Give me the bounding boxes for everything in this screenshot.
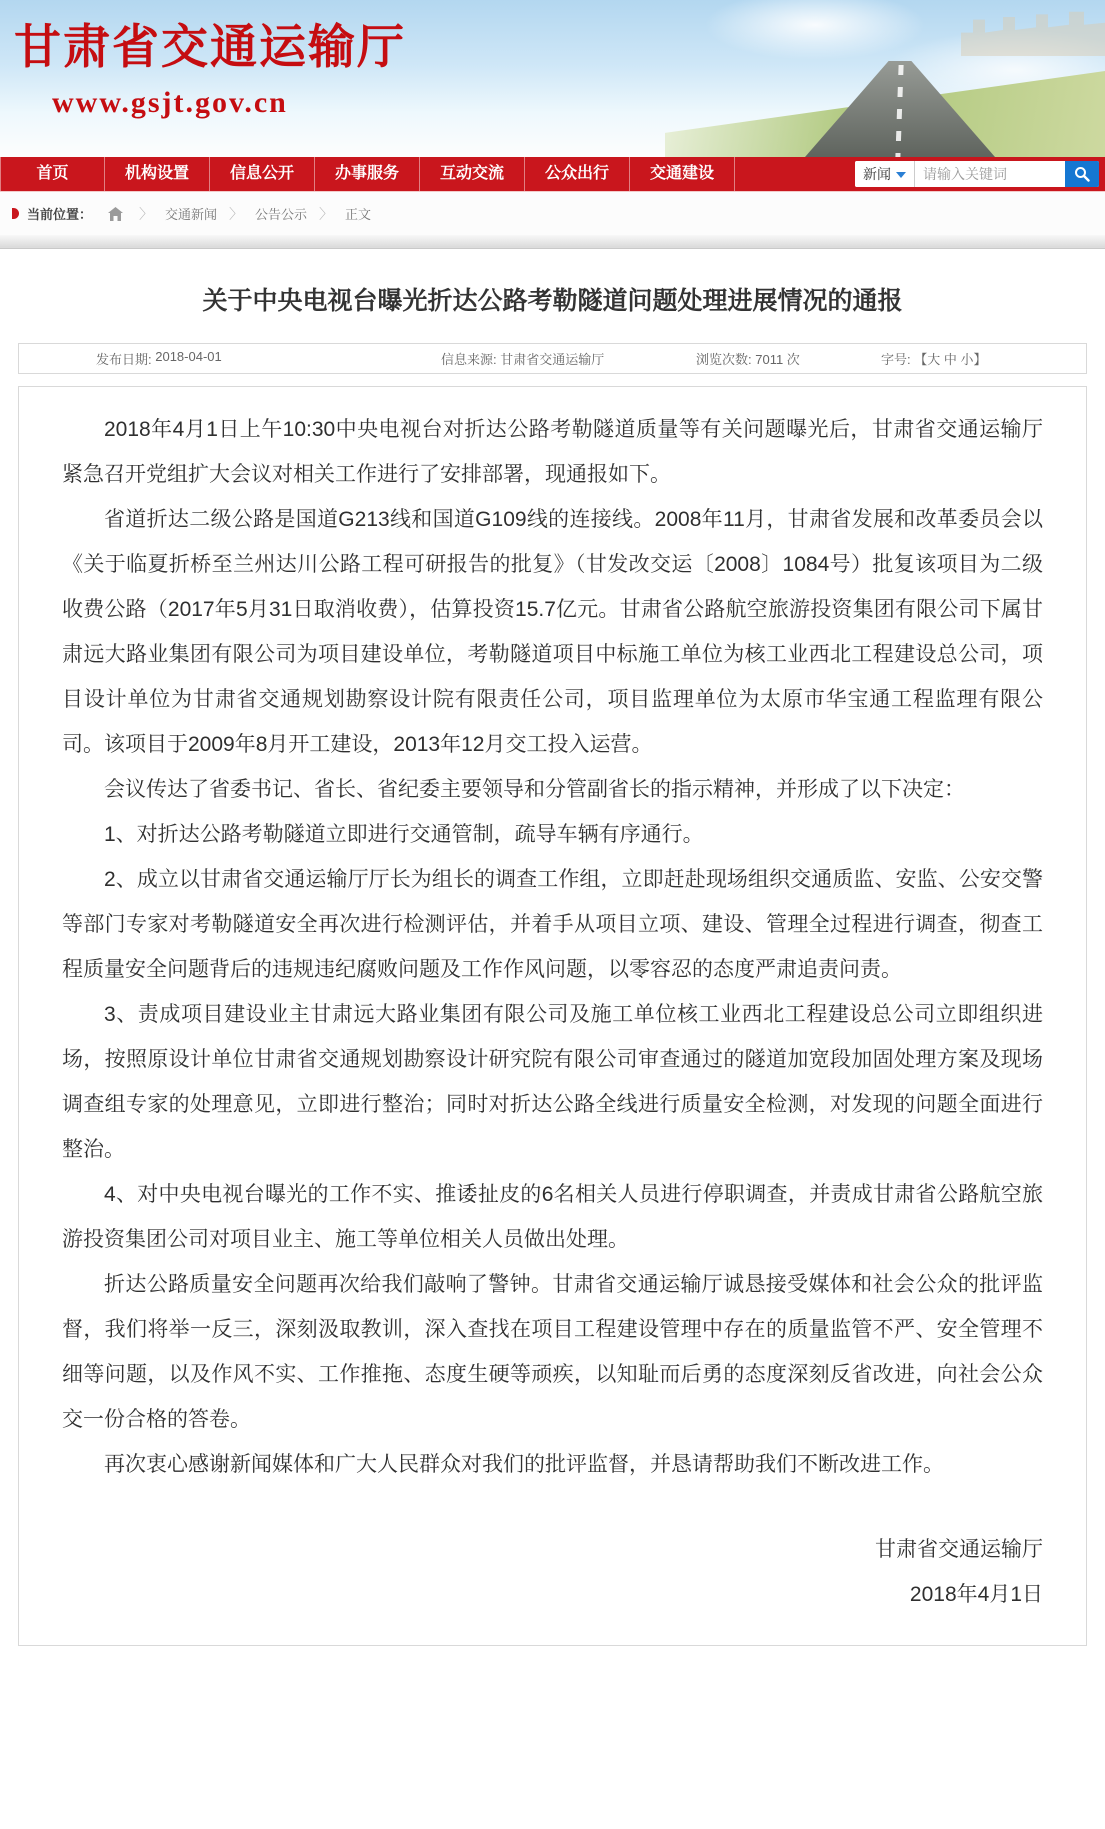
font-size-controls[interactable]: 【大 中 小】 [914, 352, 987, 367]
meta-font-size-label: 字号: [881, 352, 915, 367]
meta-source [441, 349, 696, 368]
nav-item-interaction[interactable]: 互动交流 [420, 157, 525, 191]
search-button[interactable] [1065, 161, 1099, 187]
nav-item-construction[interactable]: 交通建设 [630, 157, 735, 191]
site-banner [0, 0, 1105, 157]
chevron-down-icon [896, 172, 906, 178]
breadcrumb [0, 191, 1105, 235]
great-wall-decor [961, 4, 1105, 56]
nav-item-public-travel[interactable]: 公众出行 [525, 157, 630, 191]
paragraph-8: 折达公路质量安全问题再次给我们敲响了警钟。甘肃省交通运输厅诚恳接受媒体和社会公众的批评监督，我们将举一反三，深刻汲取教训，深入查找在项目工程建设管理中存在的质量监管不严、安全管理不细等问题，以及作风不实、工作推拖、态度生硬等顽疾，以知耻而后勇的态度深刻反省改进，向社会公众交一份合格的答卷。 [62, 1273, 1043, 1431]
site-logo-text: 甘肃省交通运输厅 [14, 22, 406, 74]
article-title: 关于中央电视台曝光折达公路考勒隧道问题处理进展情况的通报 [202, 287, 903, 315]
search-icon [1074, 166, 1090, 182]
meta-source-value: 甘肃省交通运输厅 [500, 352, 605, 367]
breadcrumb-separator-icon: 〉 [139, 205, 154, 222]
signature-org: 甘肃省交通运输厅 [875, 1538, 1043, 1561]
breadcrumb-item-announcements[interactable]: 公告公示 [255, 207, 308, 222]
paragraph-7: 4、对中央电视台曝光的工作不实、推诿扯皮的6名相关人员进行停职调查，并责成甘肃省公路航空旅游投资集团公司对项目业主、施工等单位相关人员做出处理。 [62, 1183, 1043, 1251]
search-bar [855, 161, 1099, 187]
breadcrumb-item-current: 正文 [345, 207, 372, 222]
nav-item-info-disclosure[interactable]: 信息公开 [210, 157, 315, 191]
search-category-label: 新闻 [863, 166, 891, 182]
paragraph-9: 再次衷心感谢新闻媒体和广大人民群众对我们的批评监督，并恳请帮助我们不断改进工作。 [104, 1453, 944, 1476]
signature-block [62, 1527, 1043, 1617]
meta-publish-date-value: 2018-04-01 [155, 349, 222, 364]
breadcrumb-label: 当前位置： [27, 207, 93, 222]
nav-item-services[interactable]: 办事服务 [315, 157, 420, 191]
article [0, 281, 1105, 1646]
meta-publish-date [96, 349, 441, 368]
nav-item-home[interactable]: 首页 [0, 157, 105, 191]
meta-publish-date-label: 发布日期: [96, 352, 156, 367]
meta-source-label: 信息来源: [441, 352, 501, 367]
paragraph-1: 2018年4月1日上午10:30中央电视台对折达公路考勒隧道质量等有关问题曝光后，甘肃省交通运输厅紧急召开党组扩大会议对相关工作进行了安排部署，现通报如下。 [62, 418, 1043, 486]
paragraph-5: 2、成立以甘肃省交通运输厅厅长为组长的调查工作组，立即赶赴现场组织交通质监、安监、公安交警等部门专家对考勒隧道安全再次进行检测评估，并着手从项目立项、建设、管理全过程进行调查，彻查工程质量安全问题背后的违规违纪腐败问题及工作作风问题，以零容忍的态度严肃追责问责。 [62, 868, 1043, 981]
meta-font-size [881, 349, 986, 368]
breadcrumb-item-news[interactable]: 交通新闻 [165, 207, 218, 222]
divider [0, 235, 1105, 249]
nav-item-organization[interactable]: 机构设置 [105, 157, 210, 191]
site-url: www.gsjt.gov.cn [52, 86, 288, 119]
paragraph-2: 省道折达二级公路是国道G213线和国道G109线的连接线。2008年11月，甘肃省发展和改革委员会以《关于临夏折桥至兰州达川公路工程可研报告的批复》（甘发改交运〔2008〕1084号）批复该项目为二级收费公路（2017年5月31日取消收费），估算投资15.7亿元。甘肃省公路航空旅游投资集团有限公司下属甘肃远大路业集团有限公司为项目建设单位，考勒隧道项目中标施工单位为核工业西北工程建设总公司，项目设计单位为甘肃省交通规划勘察设计院有限责任公司，项目监理单位为太原市华宝通工程监理有限公司。该项目于2009年8月开工建设，2013年12月交工投入运营。 [62, 508, 1043, 756]
meta-views [696, 349, 881, 368]
paragraph-4: 1、对折达公路考勒隧道立即进行交通管制，疏导车辆有序通行。 [104, 823, 704, 846]
meta-views-label: 浏览次数: [696, 352, 756, 367]
meta-views-value: 7011 次 [755, 352, 800, 367]
breadcrumb-separator-icon: 〉 [229, 205, 244, 222]
paragraph-3: 会议传达了省委书记、省长、省纪委主要领导和分管副省长的指示精神，并形成了以下决定： [104, 778, 965, 801]
search-input[interactable] [915, 161, 1065, 187]
banner-road-image [665, 0, 1105, 157]
breadcrumb-separator-icon: 〉 [319, 205, 334, 222]
article-body [18, 386, 1087, 1646]
home-icon[interactable] [108, 207, 123, 221]
search-category-dropdown[interactable] [855, 161, 915, 187]
paragraph-6: 3、责成项目建设业主甘肃远大路业集团有限公司及施工单位核工业西北工程建设总公司立即组织进场，按照原设计单位甘肃省交通规划勘察设计研究院有限公司审查通过的隧道加宽段加固处理方案及现场调查组专家的处理意见，立即进行整治；同时对折达公路全线进行质量安全检测，对发现的问题全面进行整治。 [62, 1003, 1043, 1161]
location-marker-icon [12, 208, 19, 219]
article-meta-bar [18, 343, 1087, 374]
main-nav [0, 157, 1105, 191]
signature-date: 2018年4月1日 [909, 1583, 1043, 1606]
